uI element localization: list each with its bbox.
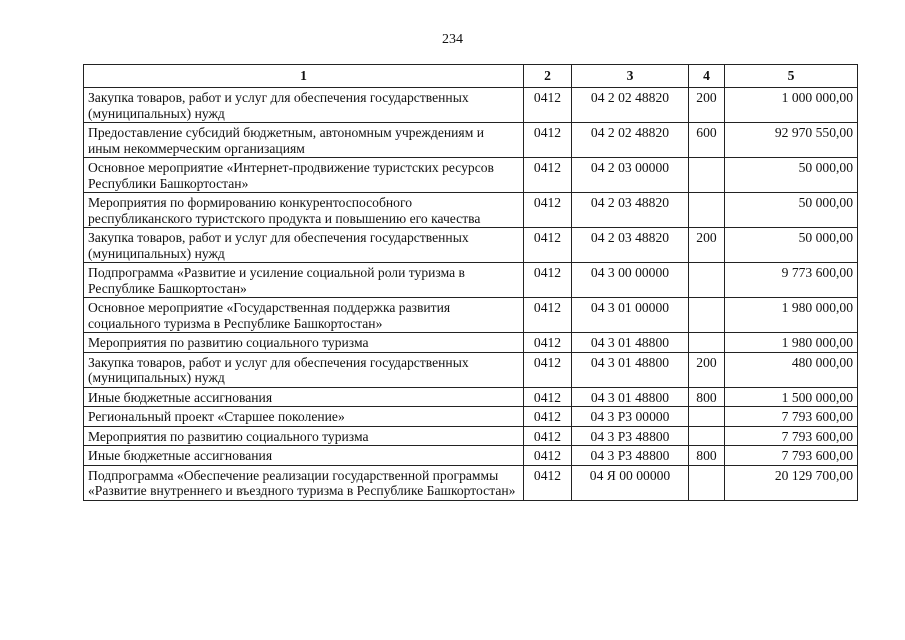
row-target-article: 04 2 03 00000 <box>572 158 689 193</box>
row-expense-type <box>689 193 725 228</box>
row-amount: 92 970 550,00 <box>725 123 858 158</box>
table-body <box>84 88 858 501</box>
row-expense-type: 200 <box>689 88 725 123</box>
row-amount: 1 980 000,00 <box>725 333 858 353</box>
row-description: Иные бюджетные ассигнования <box>84 387 524 407</box>
column-header-5: 5 <box>725 65 858 88</box>
table-row <box>84 407 858 427</box>
row-description: Региональный проект «Старшее поколение» <box>84 407 524 427</box>
row-target-article: 04 3 01 48800 <box>572 333 689 353</box>
row-amount: 20 129 700,00 <box>725 465 858 500</box>
row-description: Мероприятия по формированию конкурентоспособного республиканского туристского продукта и повышению его качества <box>84 193 524 228</box>
row-expense-type: 200 <box>689 352 725 387</box>
table-row <box>84 298 858 333</box>
table-row <box>84 333 858 353</box>
table-row <box>84 123 858 158</box>
row-expense-type <box>689 426 725 446</box>
header-row <box>84 65 858 88</box>
table-row <box>84 426 858 446</box>
table-row <box>84 263 858 298</box>
budget-table <box>83 64 858 501</box>
row-target-article: 04 3 P3 00000 <box>572 407 689 427</box>
row-description: Подпрограмма «Развитие и усиление социальной роли туризма в Республике Башкортостан» <box>84 263 524 298</box>
row-section-code: 0412 <box>524 387 572 407</box>
row-section-code: 0412 <box>524 228 572 263</box>
row-description: Подпрограмма «Обеспечение реализации государственной программы «Развитие внутреннего и въездного туризма в Республике Башкортостан» <box>84 465 524 500</box>
row-target-article: 04 3 01 48800 <box>572 387 689 407</box>
table-row <box>84 228 858 263</box>
row-expense-type <box>689 263 725 298</box>
row-expense-type <box>689 465 725 500</box>
row-section-code: 0412 <box>524 352 572 387</box>
row-description: Мероприятия по развитию социального туризма <box>84 333 524 353</box>
row-amount: 7 793 600,00 <box>725 426 858 446</box>
row-amount: 7 793 600,00 <box>725 446 858 466</box>
row-description: Закупка товаров, работ и услуг для обеспечения государственных (муниципальных) нужд <box>84 88 524 123</box>
row-description: Закупка товаров, работ и услуг для обеспечения государственных (муниципальных) нужд <box>84 228 524 263</box>
row-section-code: 0412 <box>524 426 572 446</box>
row-description: Закупка товаров, работ и услуг для обеспечения государственных (муниципальных) нужд <box>84 352 524 387</box>
row-section-code: 0412 <box>524 298 572 333</box>
row-expense-type <box>689 158 725 193</box>
row-description: Основное мероприятие «Государственная поддержка развития социального туризма в Республике Башкортостан» <box>84 298 524 333</box>
row-amount: 50 000,00 <box>725 228 858 263</box>
row-target-article: 04 3 01 48800 <box>572 352 689 387</box>
row-target-article: 04 Я 00 00000 <box>572 465 689 500</box>
row-description: Иные бюджетные ассигнования <box>84 446 524 466</box>
row-section-code: 0412 <box>524 465 572 500</box>
row-amount: 480 000,00 <box>725 352 858 387</box>
row-target-article: 04 3 P3 48800 <box>572 446 689 466</box>
table-row <box>84 446 858 466</box>
row-target-article: 04 2 02 48820 <box>572 123 689 158</box>
row-amount: 50 000,00 <box>725 193 858 228</box>
row-target-article: 04 2 03 48820 <box>572 193 689 228</box>
table-row <box>84 387 858 407</box>
table-row <box>84 158 858 193</box>
row-expense-type: 800 <box>689 446 725 466</box>
column-header-2: 2 <box>524 65 572 88</box>
row-amount: 1 980 000,00 <box>725 298 858 333</box>
row-amount: 9 773 600,00 <box>725 263 858 298</box>
row-expense-type: 600 <box>689 123 725 158</box>
column-header-3: 3 <box>572 65 689 88</box>
row-amount: 50 000,00 <box>725 158 858 193</box>
page-number: 234 <box>442 32 463 47</box>
row-expense-type <box>689 333 725 353</box>
row-section-code: 0412 <box>524 193 572 228</box>
column-header-4: 4 <box>689 65 725 88</box>
row-target-article: 04 3 P3 48800 <box>572 426 689 446</box>
row-expense-type <box>689 407 725 427</box>
row-description: Предоставление субсидий бюджетным, автономным учреждениям и иным некоммерческим организациям <box>84 123 524 158</box>
row-description: Мероприятия по развитию социального туризма <box>84 426 524 446</box>
row-amount: 1 000 000,00 <box>725 88 858 123</box>
row-section-code: 0412 <box>524 333 572 353</box>
row-amount: 1 500 000,00 <box>725 387 858 407</box>
row-amount: 7 793 600,00 <box>725 407 858 427</box>
row-section-code: 0412 <box>524 158 572 193</box>
row-expense-type: 800 <box>689 387 725 407</box>
row-section-code: 0412 <box>524 446 572 466</box>
row-target-article: 04 3 00 00000 <box>572 263 689 298</box>
column-header-1: 1 <box>84 65 524 88</box>
row-target-article: 04 3 01 00000 <box>572 298 689 333</box>
table-row <box>84 88 858 123</box>
row-target-article: 04 2 02 48820 <box>572 88 689 123</box>
row-target-article: 04 2 03 48820 <box>572 228 689 263</box>
row-section-code: 0412 <box>524 407 572 427</box>
row-description: Основное мероприятие «Интернет-продвижение туристских ресурсов Республики Башкортостан» <box>84 158 524 193</box>
row-expense-type: 200 <box>689 228 725 263</box>
row-section-code: 0412 <box>524 88 572 123</box>
table-row <box>84 465 858 500</box>
row-section-code: 0412 <box>524 123 572 158</box>
row-section-code: 0412 <box>524 263 572 298</box>
table-row <box>84 193 858 228</box>
row-expense-type <box>689 298 725 333</box>
table-row <box>84 352 858 387</box>
